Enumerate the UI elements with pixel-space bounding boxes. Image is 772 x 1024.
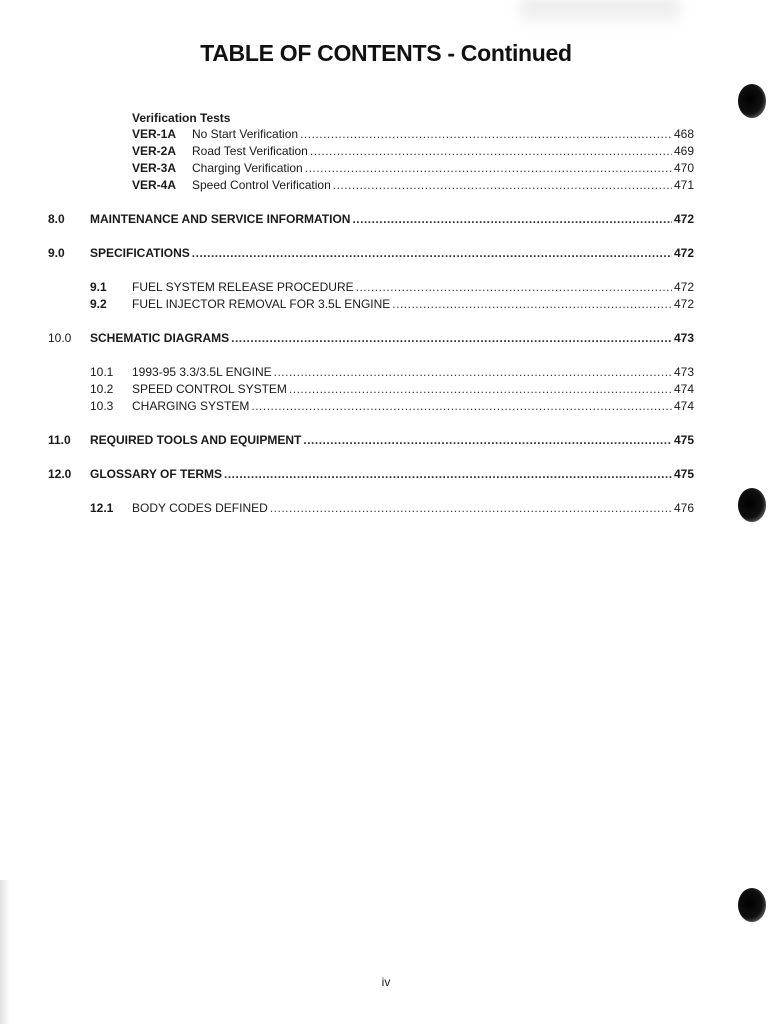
toc-entry-10-3[interactable]: [90, 398, 694, 414]
entry-number: 9.2: [90, 297, 107, 311]
entry-code: VER-2A: [132, 144, 177, 158]
entry-page: 472: [673, 246, 694, 260]
toc-entry-10-1[interactable]: [90, 364, 694, 380]
dot-leader: [289, 381, 672, 397]
entry-number: 10.1: [90, 365, 114, 379]
dot-leader: [352, 211, 672, 227]
toc-entry-9-1[interactable]: [90, 279, 694, 295]
page-number: iv: [381, 975, 391, 989]
toc-entry-section-11[interactable]: [90, 432, 694, 448]
section-number: 12.0: [48, 467, 72, 481]
toc-entry-section-12[interactable]: [90, 466, 694, 482]
scan-edge-shadow: [0, 880, 10, 1024]
binder-hole: [738, 84, 766, 118]
toc-entry-ver-1a[interactable]: [132, 126, 694, 142]
entry-page: 472: [673, 212, 694, 226]
entry-number: 9.1: [90, 280, 107, 294]
entry-number: 10.2: [90, 382, 114, 396]
entry-page: 472: [673, 280, 694, 294]
entry-label: SPEED CONTROL SYSTEM: [132, 382, 287, 396]
toc-entry-10-2[interactable]: [90, 381, 694, 397]
entry-page: 474: [673, 399, 694, 413]
scan-shadow: [520, 0, 680, 28]
entry-label: SCHEMATIC DIAGRAMS: [90, 331, 230, 345]
entry-label: BODY CODES DEFINED: [132, 501, 268, 515]
dot-leader: [392, 296, 672, 312]
dot-leader: [310, 143, 672, 159]
entry-code: VER-4A: [132, 178, 177, 192]
dot-leader: [251, 398, 672, 414]
entry-label: Charging Verification: [192, 161, 303, 175]
toc-entry-ver-4a[interactable]: [132, 177, 694, 193]
dot-leader: [333, 177, 672, 193]
entry-label: FUEL SYSTEM RELEASE PROCEDURE: [132, 280, 354, 294]
dot-leader: [192, 245, 672, 261]
entry-label: Speed Control Verification: [192, 178, 331, 192]
binder-hole: [738, 488, 766, 522]
toc-entry-ver-3a[interactable]: [132, 160, 694, 176]
verification-heading: Verification Tests: [132, 111, 231, 125]
entry-page: 470: [673, 161, 694, 175]
entry-page: 472: [673, 297, 694, 311]
binder-hole: [738, 888, 766, 922]
dot-leader: [231, 330, 672, 346]
dot-leader: [356, 279, 672, 295]
entry-page: 474: [673, 382, 694, 396]
entry-label: CHARGING SYSTEM: [132, 399, 250, 413]
entry-label: No Start Verification: [192, 127, 299, 141]
toc-entry-12-1[interactable]: [90, 500, 694, 516]
dot-leader: [274, 364, 672, 380]
entry-number: 12.1: [90, 501, 114, 515]
entry-label: GLOSSARY OF TERMS: [90, 467, 223, 481]
entry-number: 10.3: [90, 399, 114, 413]
section-number: 9.0: [48, 246, 65, 260]
dot-leader: [305, 160, 672, 176]
dot-leader: [300, 126, 672, 142]
entry-page: 471: [673, 178, 694, 192]
toc-entry-section-8[interactable]: [90, 211, 694, 227]
toc-entry-section-9[interactable]: [90, 245, 694, 261]
entry-page: 475: [673, 433, 694, 447]
section-number: 8.0: [48, 212, 65, 226]
entry-label: Road Test Verification: [192, 144, 308, 158]
entry-page: 473: [673, 331, 694, 345]
dot-leader: [303, 432, 672, 448]
toc-entry-9-2[interactable]: [90, 296, 694, 312]
entry-page: 475: [673, 467, 694, 481]
entry-page: 476: [673, 501, 694, 515]
entry-code: VER-1A: [132, 127, 177, 141]
entry-label: FUEL INJECTOR REMOVAL FOR 3.5L ENGINE: [132, 297, 391, 311]
entry-label: 1993-95 3.3/3.5L ENGINE: [132, 365, 272, 379]
toc-entry-section-10[interactable]: [90, 330, 694, 346]
entry-page: 469: [673, 144, 694, 158]
dot-leader: [270, 500, 672, 516]
dot-leader: [224, 466, 672, 482]
page-title: TABLE OF CONTENTS - Continued: [200, 40, 572, 66]
entry-label: REQUIRED TOOLS AND EQUIPMENT: [90, 433, 302, 447]
entry-page: 473: [673, 365, 694, 379]
entry-label: MAINTENANCE AND SERVICE INFORMATION: [90, 212, 351, 226]
section-number: 11.0: [48, 433, 71, 447]
toc-entry-ver-2a[interactable]: [132, 143, 694, 159]
entry-code: VER-3A: [132, 161, 177, 175]
entry-page: 468: [673, 127, 694, 141]
entry-label: SPECIFICATIONS: [90, 246, 190, 260]
section-number: 10.0: [48, 331, 72, 345]
